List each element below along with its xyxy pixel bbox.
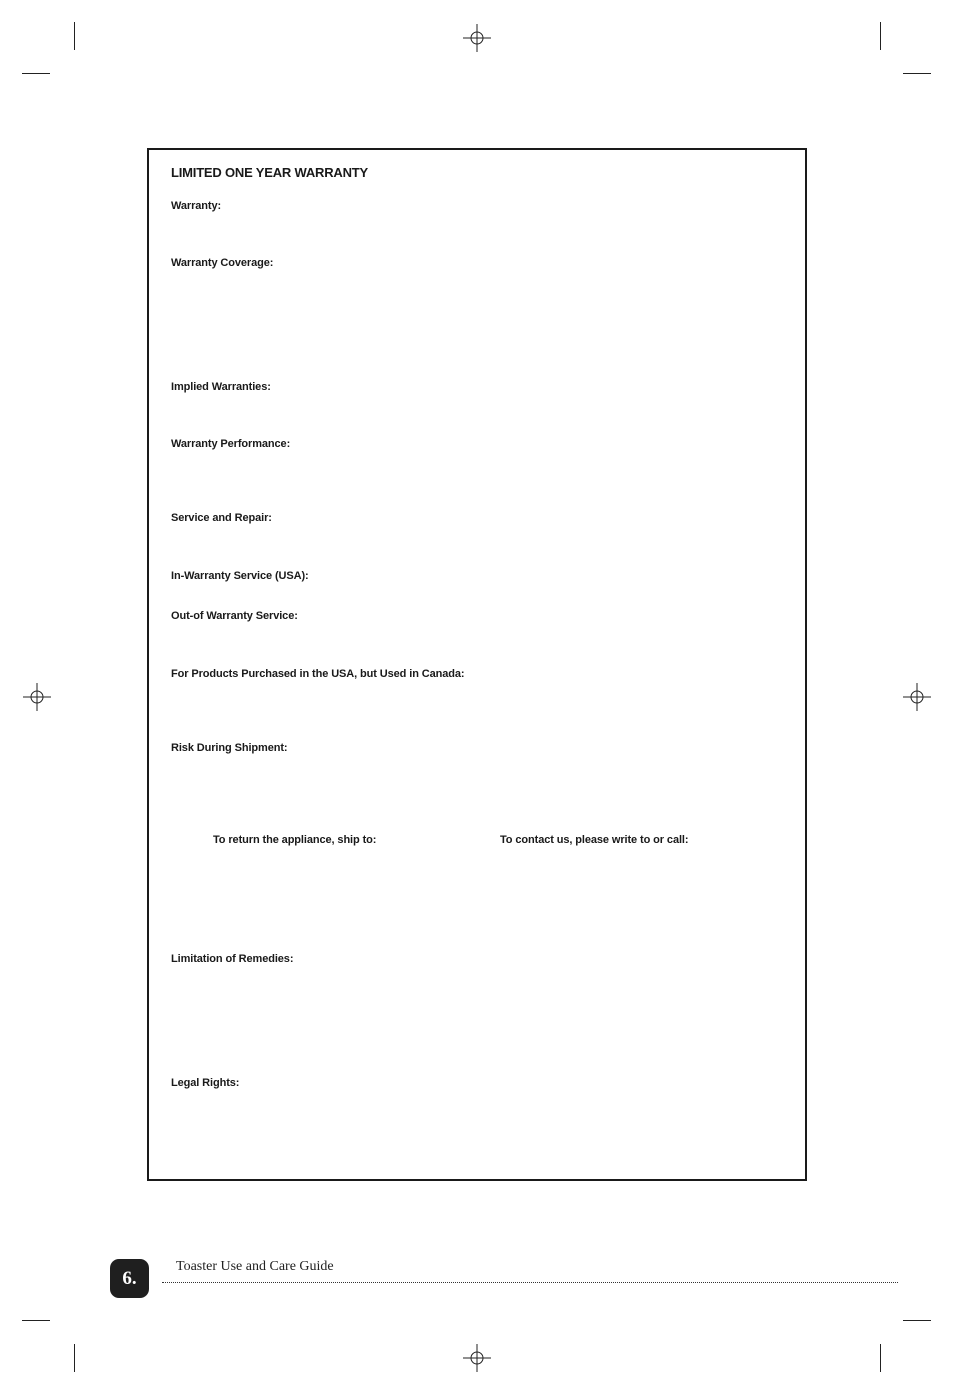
service-repair-label: Service and Repair: (171, 512, 272, 524)
registration-mark-icon (463, 24, 491, 52)
limitation-remedies-label: Limitation of Remedies: (171, 953, 294, 965)
out-of-warranty-service-label: Out-of Warranty Service: (171, 610, 298, 622)
warranty-title: LIMITED ONE YEAR WARRANTY (171, 165, 368, 180)
crop-mark (22, 73, 50, 74)
crop-mark (22, 1320, 50, 1321)
shipment-risk-label: Risk During Shipment: (171, 742, 288, 754)
registration-mark-icon (23, 683, 51, 711)
warranty-coverage-label: Warranty Coverage: (171, 257, 274, 269)
crop-mark (74, 22, 75, 50)
crop-mark (903, 73, 931, 74)
footer-dotted-rule (162, 1282, 898, 1283)
registration-mark-icon (903, 683, 931, 711)
contact-label: To contact us, please write to or call: (500, 834, 689, 846)
crop-mark (903, 1320, 931, 1321)
crop-mark (880, 22, 881, 50)
return-address-label: To return the appliance, ship to: (213, 834, 377, 846)
warranty-label: Warranty: (171, 200, 222, 212)
warranty-box (147, 148, 807, 1181)
crop-mark (880, 1344, 881, 1372)
in-warranty-service-label: In-Warranty Service (USA): (171, 570, 309, 582)
warranty-performance-label: Warranty Performance: (171, 438, 291, 450)
canada-products-label: For Products Purchased in the USA, but Used in Canada: (171, 668, 465, 680)
implied-warranties-label: Implied Warranties: (171, 381, 271, 393)
legal-rights-label: Legal Rights: (171, 1077, 240, 1089)
page-number-badge: 6. (110, 1259, 149, 1298)
registration-mark-icon (463, 1344, 491, 1372)
guide-title: Toaster Use and Care Guide (176, 1259, 334, 1274)
crop-mark (74, 1344, 75, 1372)
